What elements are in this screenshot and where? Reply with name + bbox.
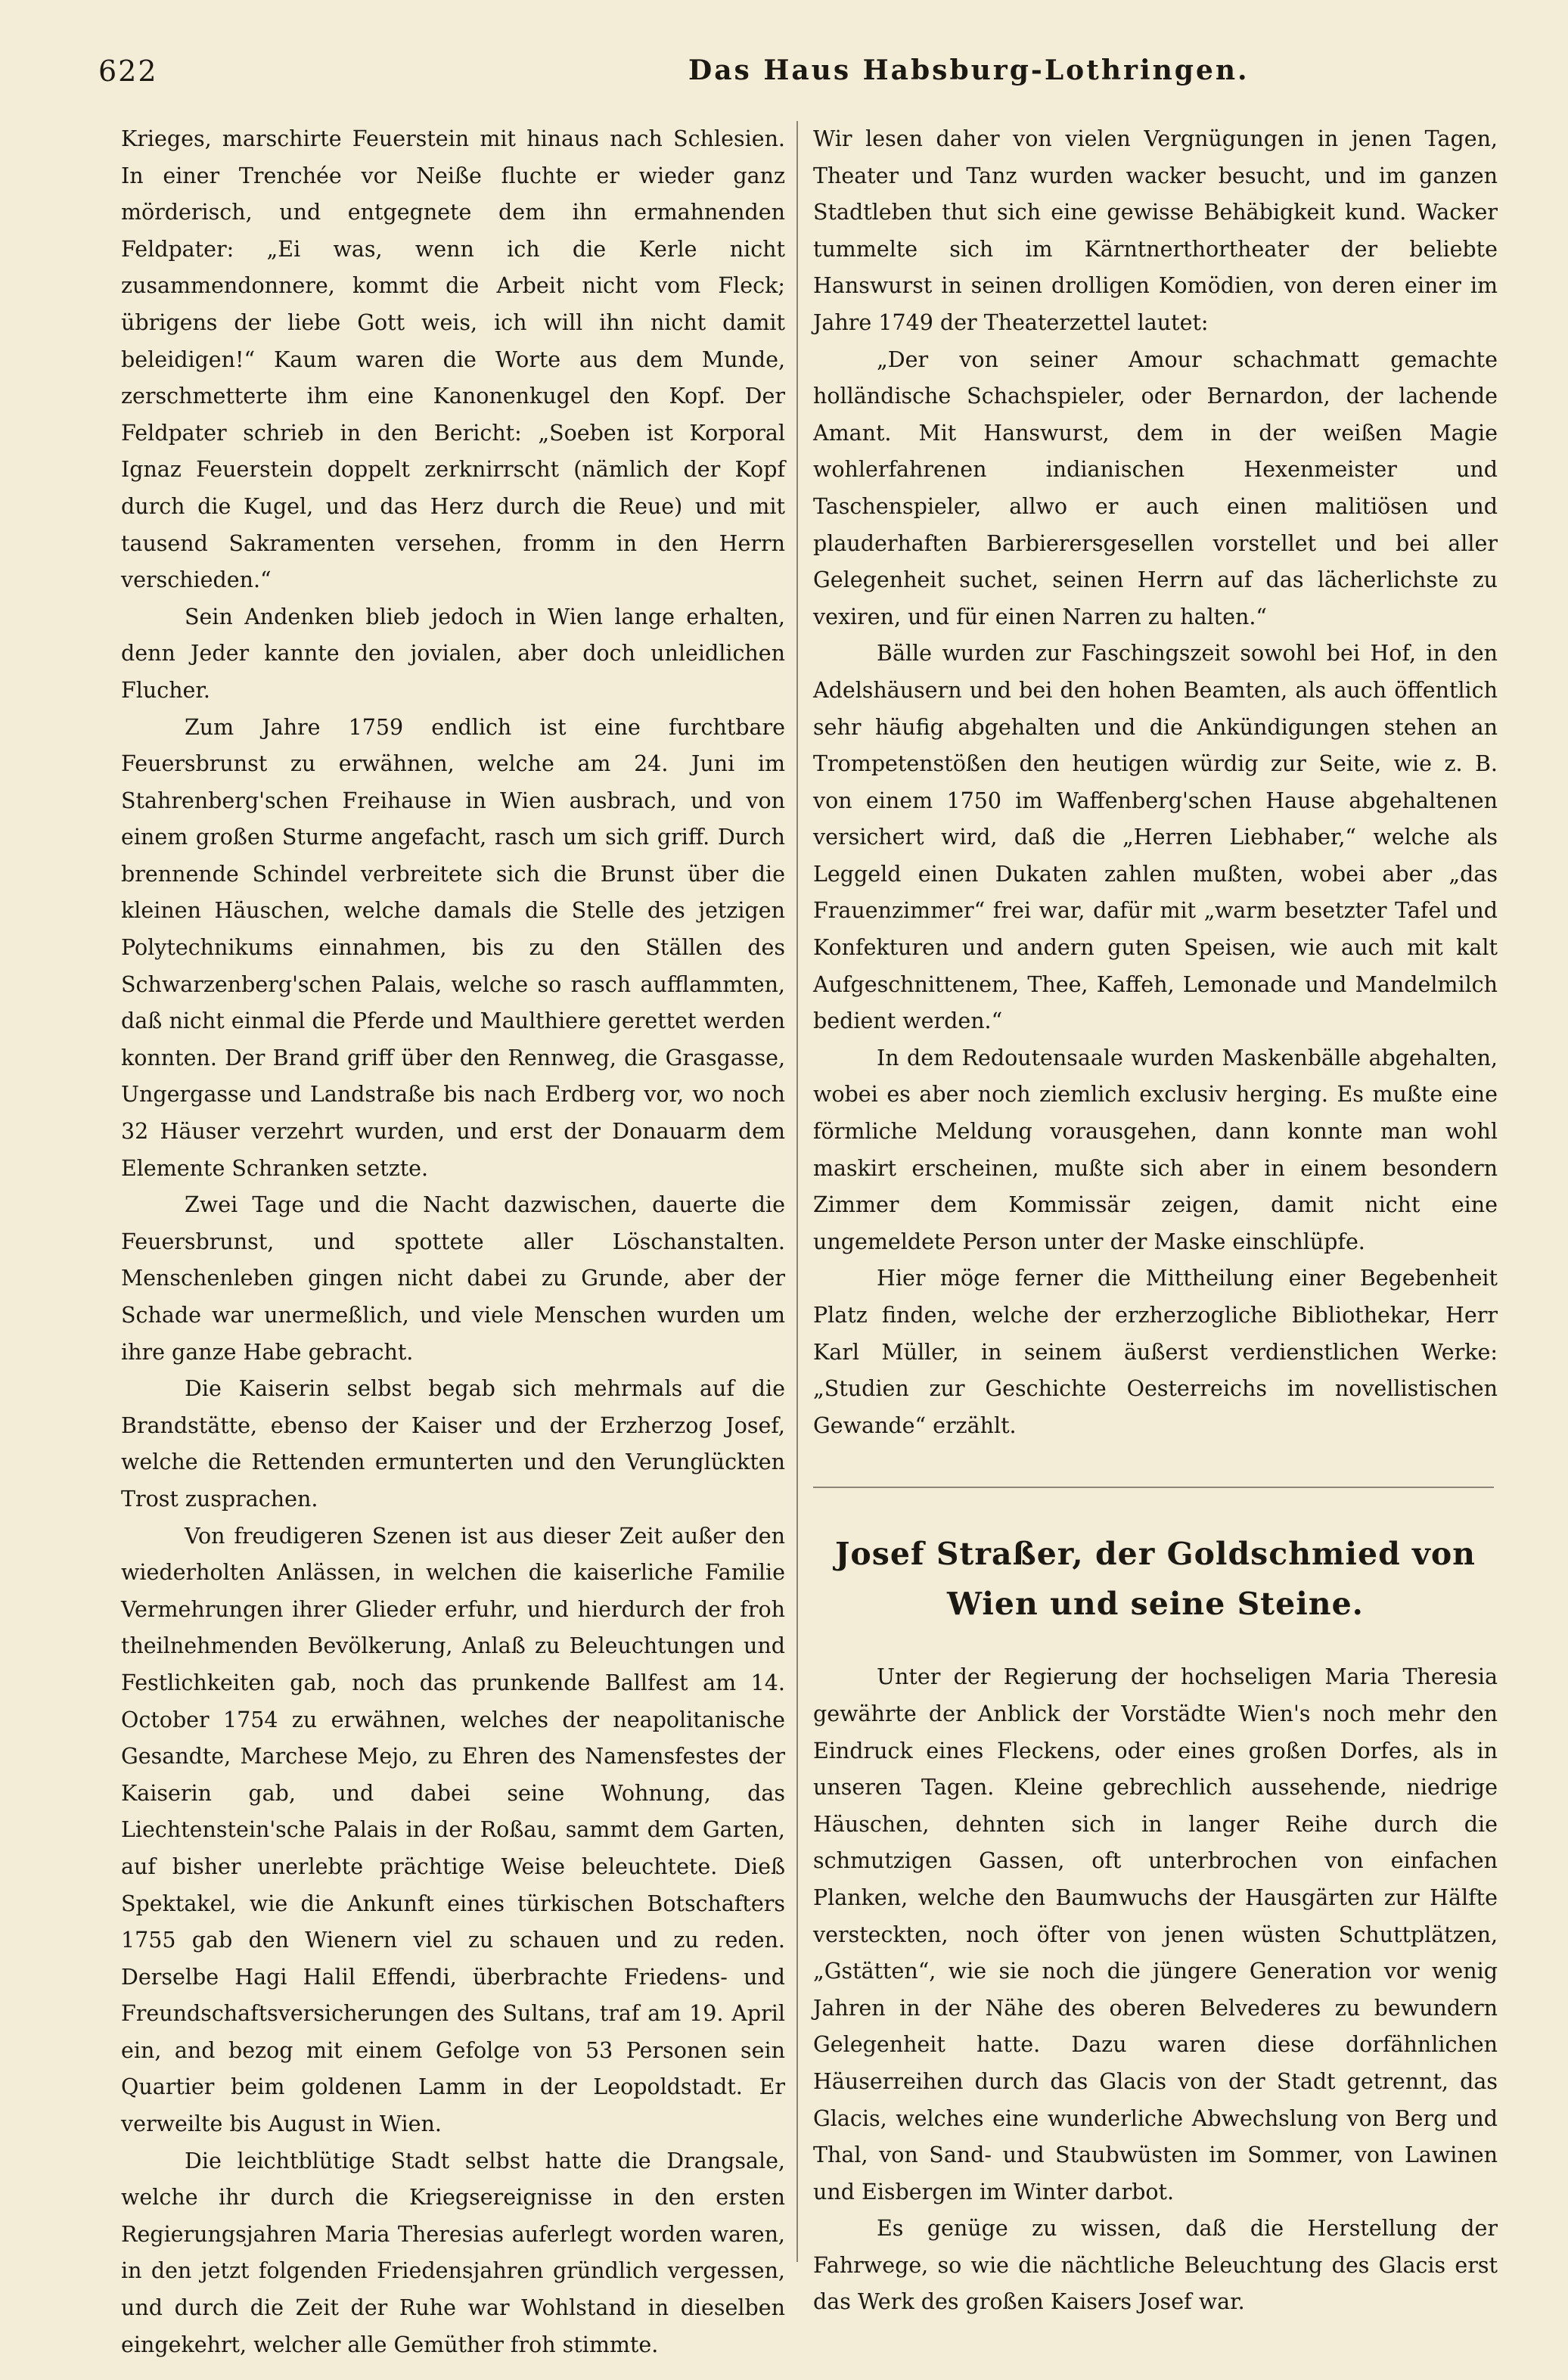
- paragraph: Es genüge zu wissen, daß die Herstellung der Fahrwege, so wie die nächtliche Beleuchtung des Glacis erst das Werk des großen Kaisers Josef war.: [813, 2216, 1498, 2315]
- paragraph: Zum Jahre 1759 endlich ist eine furchtbare Feuersbrunst zu erwähnen, welche am 24. Juni im Stahrenberg'schen Freihause in Wien ausbrach, und von einem großen Sturme angefacht, rasch um sich griff. Durch brennende Schindel verbreitete sich die Brunst über die kleinen Häuschen, welche damals die Stelle des jetzigen Polytechnikums einnahmen, bis zu den Ställen des Schwarzenberg'schen Palais, welche so rasch aufflammten, daß nicht einmal die Pferde und Maulthiere gerettet werden konnten. Der Brand griff über den Rennweg, die Grasgasse, Ungergasse und Landstraße bis nach Erdberg vor, wo noch 32 Häuser verzehrt wurden, und erst der Donauarm dem Elemente Schranken setzte.: [121, 714, 785, 1181]
- paragraph: Hier möge ferner die Mittheilung einer Begebenheit Platz finden, welche der erzherzogliche Bibliothekar, Herr Karl Müller, in seinem äußerst verdienstlichen Werke: „Studien zur Geschichte Oesterreichs im novellistischen Gewande“ erzählt.: [813, 1266, 1498, 1438]
- paragraph: Wir lesen daher von vielen Vergnügungen in jenen Tagen, Theater und Tanz wurden wacker besucht, und im ganzen Stadtleben thut sich eine gewisse Behäbigkeit kund. Wacker tummelte sich im Kärntnerthortheater der beliebte Hanswurst in seinen drolligen Komödien, von deren einer im Jahre 1749 der Theaterzettel lautet:: [813, 126, 1498, 335]
- paragraph: In dem Redoutensaale wurden Maskenbälle abgehalten, wobei es aber noch ziemlich exclusiv herging. Es mußte eine förmliche Meldung vorausgehen, dann konnte man wohl maskirt erscheinen, mußte sich aber in einem besondern Zimmer dem Kommissär zeigen, damit nicht eine ungemeldete Person unter der Maske einschlüpfe.: [813, 1045, 1498, 1254]
- page-header: [98, 54, 1505, 100]
- paragraph: Zwei Tage und die Nacht dazwischen, dauerte die Feuersbrunst, und spottete aller Löschanstalten. Menschenleben gingen nicht dabei zu Grunde, aber der Schade war unermeßlich, und viele Menschen wurden um ihre ganze Habe gebracht.: [121, 1192, 785, 1365]
- column-divider: [796, 121, 798, 2262]
- paragraph: Bälle wurden zur Faschingszeit sowohl bei Hof, in den Adelshäusern und bei den hohen Beamten, als auch öffentlich sehr häufig abgehalten und die Ankündigungen stehen an Trompetenstößen den heutigen würdig zur Seite, wie z. B. von einem 1750 im Waffenberg'schen Hause abgehaltenen versichert wird, daß die „Herren Liebhaber,“ welche als Leggeld einen Dukaten zahlen mußten, wobei aber „das Frauenzimmer“ frei war, dafür mit „warm besetzter Tafel und Konfekturen und andern guten Speisen, wie auch mit kalt Aufgeschnittenem, Thee, Kaffeh, Lemonade und Mandelmilch bedient werden.“: [813, 641, 1498, 1034]
- page-number: 622: [98, 54, 158, 88]
- left-column: [121, 121, 785, 2363]
- right-column: [813, 121, 1498, 2321]
- paragraph: Unter der Regierung der hochseligen Maria Theresia gewährte der Anblick der Vorstädte Wien's noch mehr den Eindruck eines Fleckens, oder eines großen Dorfes, als in unseren Tagen. Kleine gebrechlich aussehende, niedrige Häuschen, dehnten sich in langer Reihe durch die schmutzigen Gassen, oft unterbrochen von einfachen Planken, welche den Baumwuchs der Hausgärten zur Hälfte versteckten, noch öfter von jenen wüsten Schuttplätzen, „Gstätten“, wie sie noch die jüngere Generation vor wenig Jahren in der Nähe des oberen Belvederes zu bewundern Gelegenheit hatte. Dazu waren diese dorfähnlichen Häuserreihen durch das Glacis von der Stadt getrennt, das Glacis, welches eine wunderliche Abwechslung von Berg und Thal, von Sand- und Staubwüsten im Sommer, von Lawinen und Eisbergen im Winter darbot.: [813, 1664, 1498, 2204]
- section-heading: Josef Straßer, der Goldschmied von Wien und seine Steine.: [835, 1536, 1476, 1623]
- paragraph: Krieges, marschirte Feuerstein mit hinaus nach Schlesien. In einer Trenchée vor Neiße fluchte er wieder ganz mörderisch, und entgegnete dem ihn ermahnenden Feldpater: „Ei was, wenn ich die Kerle nicht zusammendonnere, kommt die Arbeit nicht vom Fleck; übrigens der liebe Gott weis, ich will ihn nicht damit beleidigen!“ Kaum waren die Worte aus dem Munde, zerschmetterte ihm eine Kanonenkugel den Kopf. Der Feldpater schrieb in den Bericht: „Soeben ist Korporal Ignaz Feuerstein doppelt zerknirrscht (nämlich der Kopf durch die Kugel, und das Herz durch die Reue) und mit tausend Sakramenten versehen, fromm in den Herrn verschieden.“: [121, 126, 785, 593]
- paragraph: Von freudigeren Szenen ist aus dieser Zeit außer den wiederholten Anlässen, in welchen die kaiserliche Familie Vermehrungen ihrer Glieder erfuhr, und hierdurch der froh theilnehmenden Bevölkerung, Anlaß zu Beleuchtungen und Festlichkeiten gab, noch das prunkende Ballfest am 14. October 1754 zu erwähnen, welches der neapolitanische Gesandte, Marchese Mejo, zu Ehren des Namensfestes der Kaiserin gab, und dabei seine Wohnung, das Liechtenstein'sche Palais in der Roßau, sammt dem Garten, auf bisher unerlebte prächtige Weise beleuchtete. Dieß Spektakel, wie die Ankunft eines türkischen Botschafters 1755 gab den Wienern viel zu schauen und zu reden. Derselbe Hagi Halil Effendi, überbrachte Friedens- und Freundschaftsversicherungen des Sultans, traf am 19. April ein, and bezog mit einem Gefolge von 53 Personen sein Quartier beim goldenen Lamm in der Leopoldstadt. Er verweilte bis August in Wien.: [121, 1523, 785, 2137]
- section-divider: [813, 1487, 1494, 1488]
- paragraph: Die Kaiserin selbst begab sich mehrmals auf die Brandstätte, ebenso der Kaiser und der Erzherzog Josef, welche die Rettenden ermunterten und den Verunglückten Trost zusprachen.: [121, 1376, 785, 1512]
- paragraph: Die leichtblütige Stadt selbst hatte die Drangsale, welche ihr durch die Kriegsereignisse in den ersten Regierungsjahren Maria Theresias auferlegt worden waren, in den jetzt folgenden Friedensjahren gründlich vergessen, und durch die Zeit der Ruhe war Wohlstand in dieselben eingekehrt, welcher alle Gemüther froh stimmte.: [121, 2148, 785, 2357]
- running-title: Das Haus Habsburg-Lothringen.: [688, 54, 1250, 86]
- paragraph: Sein Andenken blieb jedoch in Wien lange erhalten, denn Jeder kannte den jovialen, aber doch unleidlichen Flucher.: [121, 604, 785, 703]
- quoted-playbill: „Der von seiner Amour schachmatt gemachte holländische Schachspieler, oder Bernardon, der lachende Amant. Mit Hanswurst, dem in der weißen Magie wohlerfahrenen indianischen Hexenmeister und Taschenspieler, allwo er auch einen malitiösen und plauderhaften Barbierersgesellen vorstellet und bei aller Gelegenheit suchet, seinen Herrn auf das lächerlichste zu vexiren, und für einen Narren zu halten.“: [813, 346, 1498, 629]
